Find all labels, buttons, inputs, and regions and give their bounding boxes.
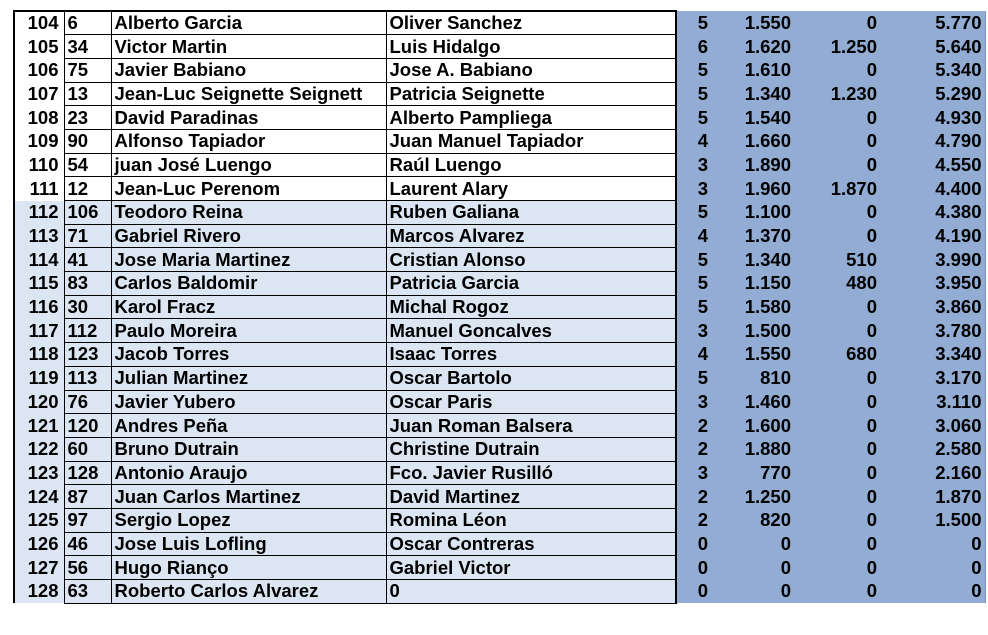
score-a-cell: 1.550: [712, 343, 794, 367]
total-cell: 5.340: [880, 58, 985, 82]
count-cell: 5: [676, 82, 712, 106]
rank-cell: 127: [14, 556, 64, 580]
player-two-cell: Juan Roman Balsera: [386, 414, 676, 438]
count-cell: 0: [676, 532, 712, 556]
team-id-cell: 30: [64, 295, 111, 319]
player-one-cell: Julian Martinez: [111, 366, 386, 390]
player-one-cell: Roberto Carlos Alvarez: [111, 580, 386, 604]
score-b-cell: 0: [794, 129, 880, 153]
player-one-cell: Alberto Garcia: [111, 11, 386, 35]
total-cell: 4.380: [880, 201, 985, 225]
score-a-cell: 770: [712, 461, 794, 485]
total-cell: 3.990: [880, 248, 985, 272]
total-cell: 5.770: [880, 11, 985, 35]
table-row: [14, 485, 985, 509]
score-b-cell: 0: [794, 508, 880, 532]
team-id-cell: 63: [64, 580, 111, 604]
rank-cell: 109: [14, 129, 64, 153]
score-a-cell: 1.610: [712, 58, 794, 82]
table-row: [14, 58, 985, 82]
table-row: [14, 343, 985, 367]
table-row: [14, 82, 985, 106]
total-cell: 2.580: [880, 437, 985, 461]
player-one-cell: Jacob Torres: [111, 343, 386, 367]
count-cell: 5: [676, 366, 712, 390]
score-a-cell: 1.500: [712, 319, 794, 343]
table-row: [14, 106, 985, 130]
team-id-cell: 60: [64, 437, 111, 461]
player-one-cell: Bruno Dutrain: [111, 437, 386, 461]
team-id-cell: 23: [64, 106, 111, 130]
player-two-cell: Raúl Luengo: [386, 153, 676, 177]
rank-cell: 110: [14, 153, 64, 177]
count-cell: 3: [676, 153, 712, 177]
count-cell: 3: [676, 461, 712, 485]
rank-cell: 124: [14, 485, 64, 509]
total-cell: 0: [880, 556, 985, 580]
count-cell: 0: [676, 580, 712, 604]
total-cell: 4.930: [880, 106, 985, 130]
total-cell: 4.190: [880, 224, 985, 248]
total-cell: 1.500: [880, 508, 985, 532]
count-cell: 4: [676, 343, 712, 367]
team-id-cell: 75: [64, 58, 111, 82]
player-one-cell: Karol Fracz: [111, 295, 386, 319]
rank-cell: 115: [14, 272, 64, 296]
rank-cell: 107: [14, 82, 64, 106]
player-one-cell: Hugo Rianço: [111, 556, 386, 580]
rank-cell: 117: [14, 319, 64, 343]
score-b-cell: 0: [794, 461, 880, 485]
player-one-cell: Juan Carlos Martinez: [111, 485, 386, 509]
player-two-cell: 0: [386, 580, 676, 604]
rank-cell: 108: [14, 106, 64, 130]
count-cell: 5: [676, 272, 712, 296]
score-b-cell: 1.870: [794, 177, 880, 201]
team-id-cell: 76: [64, 390, 111, 414]
score-b-cell: 0: [794, 106, 880, 130]
total-cell: 3.110: [880, 390, 985, 414]
score-b-cell: 0: [794, 532, 880, 556]
team-id-cell: 106: [64, 201, 111, 225]
count-cell: 5: [676, 11, 712, 35]
team-id-cell: 112: [64, 319, 111, 343]
player-one-cell: Gabriel Rivero: [111, 224, 386, 248]
score-a-cell: 1.340: [712, 82, 794, 106]
table-row: [14, 224, 985, 248]
rank-cell: 121: [14, 414, 64, 438]
table-row: [14, 295, 985, 319]
count-cell: 4: [676, 224, 712, 248]
rank-cell: 106: [14, 58, 64, 82]
total-cell: 0: [880, 580, 985, 604]
score-a-cell: 1.150: [712, 272, 794, 296]
count-cell: 2: [676, 437, 712, 461]
player-two-cell: Christine Dutrain: [386, 437, 676, 461]
total-cell: 5.640: [880, 35, 985, 59]
player-one-cell: Paulo Moreira: [111, 319, 386, 343]
player-two-cell: Jose A. Babiano: [386, 58, 676, 82]
total-cell: 2.160: [880, 461, 985, 485]
score-b-cell: 0: [794, 366, 880, 390]
rank-cell: 128: [14, 580, 64, 604]
total-cell: 1.870: [880, 485, 985, 509]
table-row: [14, 508, 985, 532]
rank-cell: 122: [14, 437, 64, 461]
table-row: [14, 556, 985, 580]
score-a-cell: 1.880: [712, 437, 794, 461]
player-one-cell: Teodoro Reina: [111, 201, 386, 225]
team-id-cell: 54: [64, 153, 111, 177]
table-row: [14, 580, 985, 604]
rank-cell: 116: [14, 295, 64, 319]
score-b-cell: 0: [794, 153, 880, 177]
score-b-cell: 0: [794, 319, 880, 343]
table-row: [14, 248, 985, 272]
table-row: [14, 35, 985, 59]
score-a-cell: 1.660: [712, 129, 794, 153]
player-two-cell: Laurent Alary: [386, 177, 676, 201]
player-two-cell: Oscar Bartolo: [386, 366, 676, 390]
table-row: [14, 532, 985, 556]
team-id-cell: 34: [64, 35, 111, 59]
rank-cell: 112: [14, 201, 64, 225]
player-two-cell: Oscar Contreras: [386, 532, 676, 556]
player-two-cell: Marcos Alvarez: [386, 224, 676, 248]
table-row: [14, 129, 985, 153]
count-cell: 2: [676, 485, 712, 509]
rank-cell: 123: [14, 461, 64, 485]
score-a-cell: 1.890: [712, 153, 794, 177]
count-cell: 5: [676, 106, 712, 130]
count-cell: 0: [676, 556, 712, 580]
total-cell: 0: [880, 532, 985, 556]
total-cell: 3.060: [880, 414, 985, 438]
score-b-cell: 0: [794, 414, 880, 438]
total-cell: 5.290: [880, 82, 985, 106]
total-cell: 4.550: [880, 153, 985, 177]
score-b-cell: 0: [794, 485, 880, 509]
team-id-cell: 87: [64, 485, 111, 509]
team-id-cell: 12: [64, 177, 111, 201]
score-b-cell: 0: [794, 390, 880, 414]
team-id-cell: 46: [64, 532, 111, 556]
score-a-cell: 1.340: [712, 248, 794, 272]
total-cell: 4.790: [880, 129, 985, 153]
team-id-cell: 123: [64, 343, 111, 367]
player-one-cell: Jose Maria Martinez: [111, 248, 386, 272]
table-row: [14, 414, 985, 438]
score-a-cell: 1.600: [712, 414, 794, 438]
player-two-cell: Juan Manuel Tapiador: [386, 129, 676, 153]
player-two-cell: Patricia Seignette: [386, 82, 676, 106]
player-one-cell: Jean-Luc Perenom: [111, 177, 386, 201]
score-a-cell: 1.100: [712, 201, 794, 225]
table-row: [14, 153, 985, 177]
count-cell: 5: [676, 201, 712, 225]
table-row: [14, 319, 985, 343]
score-a-cell: 1.550: [712, 11, 794, 35]
player-one-cell: David Paradinas: [111, 106, 386, 130]
rank-cell: 126: [14, 532, 64, 556]
player-two-cell: Luis Hidalgo: [386, 35, 676, 59]
count-cell: 2: [676, 414, 712, 438]
total-cell: 3.950: [880, 272, 985, 296]
player-two-cell: Alberto Pampliega: [386, 106, 676, 130]
score-a-cell: 0: [712, 580, 794, 604]
team-id-cell: 41: [64, 248, 111, 272]
score-a-cell: 820: [712, 508, 794, 532]
team-id-cell: 97: [64, 508, 111, 532]
rank-cell: 104: [14, 11, 64, 35]
player-two-cell: Michal Rogoz: [386, 295, 676, 319]
score-a-cell: 1.960: [712, 177, 794, 201]
team-id-cell: 120: [64, 414, 111, 438]
score-b-cell: 1.230: [794, 82, 880, 106]
score-a-cell: 1.370: [712, 224, 794, 248]
score-a-cell: 1.250: [712, 485, 794, 509]
table-row: [14, 177, 985, 201]
player-one-cell: Antonio Araujo: [111, 461, 386, 485]
score-a-cell: 810: [712, 366, 794, 390]
score-b-cell: 0: [794, 437, 880, 461]
total-cell: 3.780: [880, 319, 985, 343]
player-one-cell: Javier Babiano: [111, 58, 386, 82]
count-cell: 6: [676, 35, 712, 59]
player-two-cell: Isaac Torres: [386, 343, 676, 367]
player-two-cell: Oliver Sanchez: [386, 11, 676, 35]
score-b-cell: 0: [794, 580, 880, 604]
score-b-cell: 0: [794, 295, 880, 319]
score-b-cell: 1.250: [794, 35, 880, 59]
team-id-cell: 83: [64, 272, 111, 296]
score-b-cell: 0: [794, 201, 880, 225]
count-cell: 5: [676, 58, 712, 82]
player-one-cell: Jose Luis Lofling: [111, 532, 386, 556]
table-row: [14, 437, 985, 461]
player-one-cell: Sergio Lopez: [111, 508, 386, 532]
team-id-cell: 128: [64, 461, 111, 485]
rank-cell: 114: [14, 248, 64, 272]
player-two-cell: David Martinez: [386, 485, 676, 509]
table-row: [14, 390, 985, 414]
score-b-cell: 480: [794, 272, 880, 296]
rank-cell: 125: [14, 508, 64, 532]
player-two-cell: Cristian Alonso: [386, 248, 676, 272]
player-one-cell: juan José Luengo: [111, 153, 386, 177]
table-row: [14, 461, 985, 485]
player-one-cell: Victor Martin: [111, 35, 386, 59]
team-id-cell: 90: [64, 129, 111, 153]
team-id-cell: 113: [64, 366, 111, 390]
player-two-cell: Patricia Garcia: [386, 272, 676, 296]
score-a-cell: 1.580: [712, 295, 794, 319]
score-b-cell: 680: [794, 343, 880, 367]
table-row: [14, 201, 985, 225]
team-id-cell: 13: [64, 82, 111, 106]
player-one-cell: Andres Peña: [111, 414, 386, 438]
rank-cell: 118: [14, 343, 64, 367]
table-row: [14, 11, 985, 35]
rank-cell: 111: [14, 177, 64, 201]
player-two-cell: Gabriel Victor: [386, 556, 676, 580]
player-one-cell: Alfonso Tapiador: [111, 129, 386, 153]
player-two-cell: Manuel Goncalves: [386, 319, 676, 343]
player-one-cell: Jean-Luc Seignette Seignett: [111, 82, 386, 106]
player-two-cell: Ruben Galiana: [386, 201, 676, 225]
team-id-cell: 56: [64, 556, 111, 580]
standings-table: [13, 10, 986, 604]
player-two-cell: Oscar Paris: [386, 390, 676, 414]
table-row: [14, 366, 985, 390]
count-cell: 4: [676, 129, 712, 153]
count-cell: 3: [676, 177, 712, 201]
score-b-cell: 510: [794, 248, 880, 272]
team-id-cell: 6: [64, 11, 111, 35]
rank-cell: 105: [14, 35, 64, 59]
player-one-cell: Javier Yubero: [111, 390, 386, 414]
score-a-cell: 1.620: [712, 35, 794, 59]
score-b-cell: 0: [794, 556, 880, 580]
team-id-cell: 71: [64, 224, 111, 248]
score-a-cell: 0: [712, 556, 794, 580]
player-two-cell: Romina Léon: [386, 508, 676, 532]
total-cell: 4.400: [880, 177, 985, 201]
score-b-cell: 0: [794, 58, 880, 82]
count-cell: 5: [676, 248, 712, 272]
count-cell: 3: [676, 390, 712, 414]
score-b-cell: 0: [794, 11, 880, 35]
table-row: [14, 272, 985, 296]
score-b-cell: 0: [794, 224, 880, 248]
count-cell: 3: [676, 319, 712, 343]
rank-cell: 119: [14, 366, 64, 390]
score-a-cell: 1.540: [712, 106, 794, 130]
score-a-cell: 1.460: [712, 390, 794, 414]
player-one-cell: Carlos Baldomir: [111, 272, 386, 296]
count-cell: 2: [676, 508, 712, 532]
count-cell: 5: [676, 295, 712, 319]
total-cell: 3.170: [880, 366, 985, 390]
score-a-cell: 0: [712, 532, 794, 556]
rank-cell: 113: [14, 224, 64, 248]
standings-rows: [14, 11, 985, 603]
rank-cell: 120: [14, 390, 64, 414]
total-cell: 3.340: [880, 343, 985, 367]
total-cell: 3.860: [880, 295, 985, 319]
player-two-cell: Fco. Javier Rusilló: [386, 461, 676, 485]
